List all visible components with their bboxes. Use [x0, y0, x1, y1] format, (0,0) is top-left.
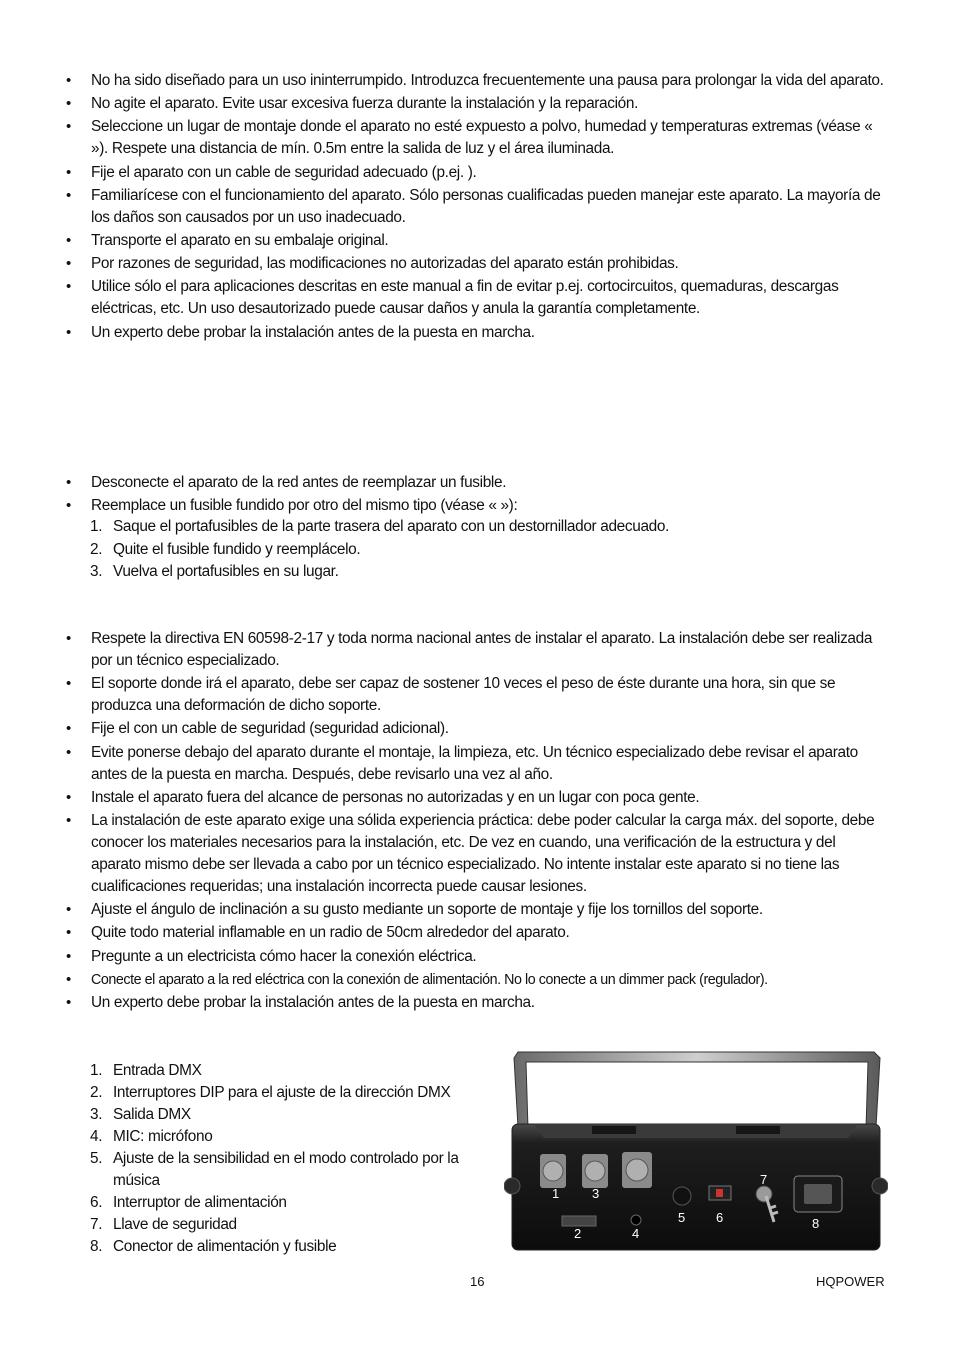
list-item: • Desconecte el aparato de la red antes de reemplazar un fusible.: [66, 472, 888, 494]
part-number: 3.: [90, 1106, 103, 1123]
list-item: • Reemplace un fusible fundido por otro del mismo tipo (véase « »):: [66, 495, 888, 517]
power-connector-pins: [804, 1184, 832, 1204]
fuse-steps-list: [90, 516, 790, 584]
dmx-input-socket: [543, 1161, 563, 1181]
part-text: Entrada DMX: [113, 1062, 202, 1079]
list-item: • Fije el aparato con un cable de seguridad adecuado (p.ej. ).: [66, 162, 888, 184]
side-knob: [872, 1178, 888, 1194]
footer-brand: HQPOWER: [816, 1274, 885, 1289]
step-text: Quite el fusible fundido y reemplácelo.: [113, 540, 361, 558]
list-item: • Pregunte a un electricista cómo hacer la conexión eléctrica.: [66, 946, 888, 968]
list-item: [90, 1104, 490, 1126]
list-item: [90, 1060, 490, 1082]
list-item: [90, 1082, 490, 1104]
list-item: • Un experto debe probar la instalación antes de la puesta en marcha.: [66, 992, 888, 1014]
list-item: [90, 1192, 490, 1214]
dmx-output-socket: [585, 1161, 605, 1181]
top-panel: [534, 1124, 858, 1138]
dip-switches: [562, 1216, 596, 1226]
list-item: [90, 1214, 490, 1236]
part-text: Interruptores DIP para el ajuste de la dirección DMX: [113, 1084, 451, 1101]
step-number: 3.: [90, 563, 103, 580]
page-number: 16: [470, 1274, 485, 1289]
list-item: • Fije el con un cable de seguridad (seguridad adicional).: [66, 718, 888, 740]
list-item: • Quite todo material inflamable en un radio de 50cm alrededor del aparato.: [66, 922, 888, 944]
part-number: 1.: [90, 1062, 103, 1079]
list-item: [90, 516, 790, 539]
step-number: 2.: [90, 540, 103, 558]
step-number: 1.: [90, 518, 103, 535]
part-text: Llave de seguridad: [113, 1216, 237, 1233]
list-item: • Familiarícese con el funcionamiento del aparato. Sólo personas cualificadas pueden manejar este aparato. La mayoría de los daños son causados por un uso inadecuado.: [66, 185, 888, 229]
list-item: • Conecte el aparato a la red eléctrica con la conexión de alimentación. No lo conecte a un dimmer pack (regulador).: [66, 969, 888, 991]
microphone: [631, 1215, 641, 1225]
xlr-socket: [626, 1159, 648, 1181]
side-knob: [504, 1178, 520, 1194]
part-number: 6.: [90, 1194, 103, 1211]
part-text: MIC: micrófono: [113, 1128, 213, 1145]
list-item: [90, 561, 790, 584]
list-item: [90, 1148, 473, 1192]
sensitivity-knob: [673, 1187, 691, 1205]
power-switch-rocker: [716, 1189, 723, 1197]
part-number: 7.: [90, 1216, 103, 1233]
parts-list: [90, 1060, 490, 1258]
list-item: • La instalación de este aparato exige una sólida experiencia práctica: debe poder calcular la carga máx. del soporte, debe conocer los materiales necesarios para la instalación, etc. De vez en cuando, una verificación de la estructura y del aparato mismo debe ser llevada a cabo por un técnico especializado. No intente instalar este aparato si no tiene las cualificaciones requeridas; una instalación incorrecta puede causar lesiones.: [66, 810, 888, 898]
part-text: Ajuste de la sensibilidad en el modo controlado por la música: [113, 1150, 459, 1189]
top-vent: [592, 1126, 636, 1134]
list-item: • Ajuste el ángulo de inclinación a su gusto mediante un soporte de montaje y fije los tornillos del soporte.: [66, 899, 888, 921]
photo-label: 3: [592, 1186, 600, 1201]
part-number: 5.: [90, 1150, 103, 1167]
photo-label: 4: [632, 1226, 640, 1241]
part-text: Conector de alimentación y fusible: [113, 1238, 337, 1255]
photo-label: 2: [574, 1226, 582, 1241]
part-number: 2.: [90, 1084, 103, 1101]
list-item: [90, 539, 790, 562]
list-item: • Transporte el aparato en su embalaje original.: [66, 230, 888, 252]
part-text: Salida DMX: [113, 1106, 191, 1123]
list-item: [90, 1126, 490, 1148]
part-number: 8.: [90, 1238, 103, 1255]
part-text: Interruptor de alimentación: [113, 1194, 287, 1211]
list-item: • Evite ponerse debajo del aparato durante el montaje, la limpieza, etc. Un técnico especializado debe revisar el aparato antes de la puesta en marcha. Después, debe revisarlo una vez al año.: [66, 742, 888, 786]
fuse-replacement-list: [66, 472, 888, 518]
list-item: • Respete la directiva EN 60598-2-17 y toda norma nacional antes de instalar el aparato. La instalación debe ser realizada por un técnico especializado.: [66, 628, 888, 672]
part-number: 4.: [90, 1128, 103, 1145]
list-item: • No agite el aparato. Evite usar excesiva fuerza durante la instalación y la reparación.: [66, 93, 888, 115]
photo-label: 5: [678, 1210, 686, 1225]
general-guidelines-list: [66, 70, 888, 345]
list-item: • El soporte donde irá el aparato, debe ser capaz de sostener 10 veces el peso de éste durante una hora, sin que se produzca una deformación de dicho soporte.: [66, 673, 888, 717]
list-item: • No ha sido diseñado para un uso ininterrumpido. Introduzca frecuentemente una pausa para prolongar la vida del aparato.: [66, 70, 888, 92]
list-item: • Seleccione un lugar de montaje donde el aparato no esté expuesto a polvo, humedad y temperaturas extremas (véase « »). Respete una distancia de mín. 0.5m entre la salida de luz y el área iluminada.: [66, 116, 888, 160]
key-lock: [756, 1186, 772, 1202]
step-text: Vuelva el portafusibles en su lugar.: [113, 563, 339, 580]
photo-label: 6: [716, 1210, 724, 1225]
device-rear-photo: [504, 1046, 888, 1256]
list-item: • Instale el aparato fuera del alcance de personas no autorizadas y en un lugar con poca gente.: [66, 787, 888, 809]
list-item: • Por razones de seguridad, las modificaciones no autorizadas del aparato están prohibidas.: [66, 253, 888, 275]
photo-label: 8: [812, 1216, 820, 1231]
photo-label: 7: [760, 1172, 768, 1187]
photo-label: 1: [552, 1186, 560, 1201]
list-item: • Un experto debe probar la instalación antes de la puesta en marcha.: [66, 322, 888, 344]
step-text: Saque el portafusibles de la parte trasera del aparato con un destornillador adecuado.: [113, 518, 669, 535]
list-item: • Utilice sólo el para aplicaciones descritas en este manual a fin de evitar p.ej. cortocircuitos, quemaduras, descargas eléctricas, etc. Un uso desautorizado puede causar daños y anula la garantía completamente.: [66, 276, 888, 320]
list-item: [90, 1236, 490, 1258]
top-vent: [736, 1126, 780, 1134]
installation-list: [66, 628, 888, 1015]
